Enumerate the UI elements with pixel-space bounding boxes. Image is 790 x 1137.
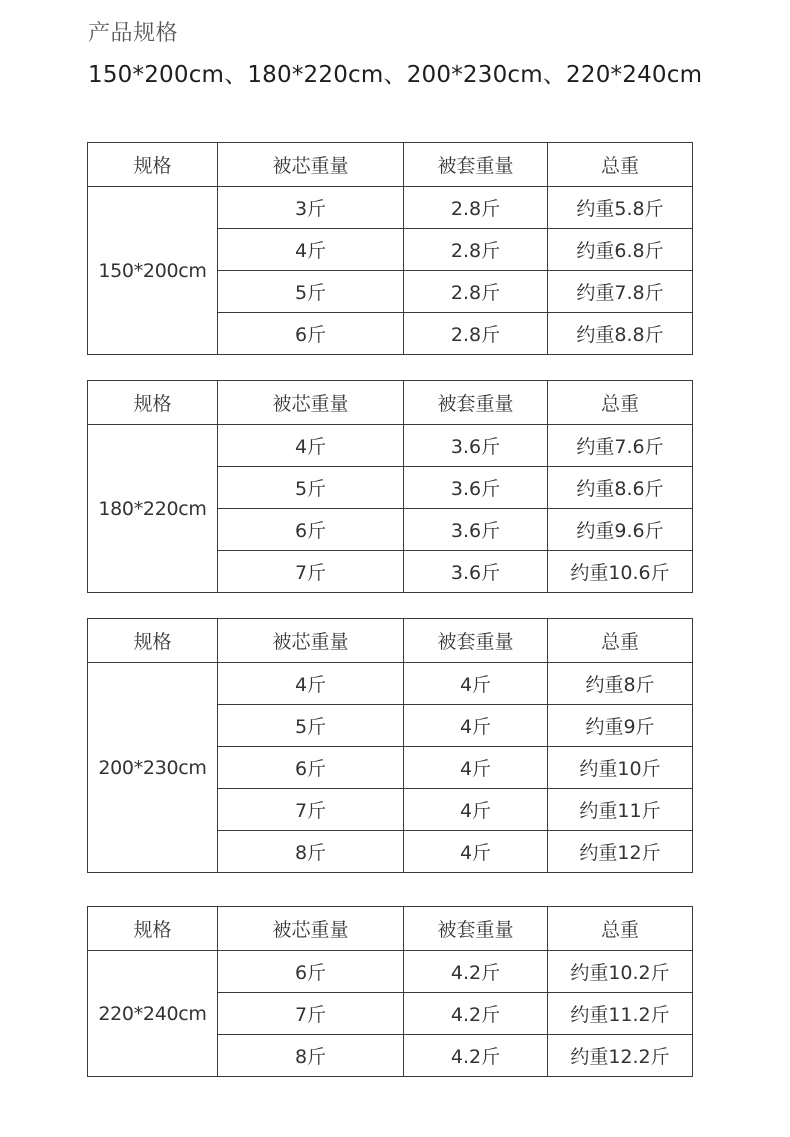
- header-cover-weight: 被套重量: [404, 619, 548, 663]
- spec-size-cell: 180*220cm: [88, 425, 218, 593]
- table-header-row: [88, 381, 693, 425]
- total-weight-cell: 约重5.8斤: [548, 187, 693, 229]
- header-spec: 规格: [88, 907, 218, 951]
- header-core-weight: 被芯重量: [218, 907, 404, 951]
- table-header-row: [88, 619, 693, 663]
- table-row: [88, 425, 693, 467]
- spec-size-cell: 200*230cm: [88, 663, 218, 873]
- table-row: [88, 187, 693, 229]
- spec-size-cell: 220*240cm: [88, 951, 218, 1077]
- cover-weight-cell: 4.2斤: [404, 1035, 548, 1077]
- core-weight-cell: 5斤: [218, 271, 404, 313]
- spec-table-180x220: [87, 380, 693, 593]
- core-weight-cell: 8斤: [218, 1035, 404, 1077]
- core-weight-cell: 6斤: [218, 747, 404, 789]
- total-weight-cell: 约重10斤: [548, 747, 693, 789]
- header-core-weight: 被芯重量: [218, 619, 404, 663]
- core-weight-cell: 5斤: [218, 467, 404, 509]
- total-weight-cell: 约重12.2斤: [548, 1035, 693, 1077]
- cover-weight-cell: 2.8斤: [404, 229, 548, 271]
- total-weight-cell: 约重8.6斤: [548, 467, 693, 509]
- total-weight-cell: 约重11.2斤: [548, 993, 693, 1035]
- total-weight-cell: 约重8斤: [548, 663, 693, 705]
- cover-weight-cell: 3.6斤: [404, 551, 548, 593]
- total-weight-cell: 约重11斤: [548, 789, 693, 831]
- cover-weight-cell: 4.2斤: [404, 951, 548, 993]
- header-total: 总重: [548, 619, 693, 663]
- header-core-weight: 被芯重量: [218, 143, 404, 187]
- total-weight-cell: 约重7.8斤: [548, 271, 693, 313]
- header-total: 总重: [548, 143, 693, 187]
- cover-weight-cell: 4斤: [404, 663, 548, 705]
- total-weight-cell: 约重7.6斤: [548, 425, 693, 467]
- total-weight-cell: 约重9.6斤: [548, 509, 693, 551]
- table-header-row: [88, 907, 693, 951]
- total-weight-cell: 约重8.8斤: [548, 313, 693, 355]
- section-title: 产品规格: [88, 21, 179, 46]
- header-cover-weight: 被套重量: [404, 143, 548, 187]
- cover-weight-cell: 4斤: [404, 831, 548, 873]
- core-weight-cell: 4斤: [218, 229, 404, 271]
- header-total: 总重: [548, 907, 693, 951]
- cover-weight-cell: 2.8斤: [404, 187, 548, 229]
- core-weight-cell: 7斤: [218, 551, 404, 593]
- core-weight-cell: 8斤: [218, 831, 404, 873]
- size-list: 150*200cm、180*220cm、200*230cm、220*240cm: [88, 62, 703, 88]
- core-weight-cell: 7斤: [218, 789, 404, 831]
- cover-weight-cell: 4斤: [404, 747, 548, 789]
- core-weight-cell: 7斤: [218, 993, 404, 1035]
- cover-weight-cell: 2.8斤: [404, 313, 548, 355]
- header-spec: 规格: [88, 619, 218, 663]
- header-total: 总重: [548, 381, 693, 425]
- header-cover-weight: 被套重量: [404, 907, 548, 951]
- core-weight-cell: 6斤: [218, 509, 404, 551]
- total-weight-cell: 约重6.8斤: [548, 229, 693, 271]
- header-spec: 规格: [88, 381, 218, 425]
- total-weight-cell: 约重10.6斤: [548, 551, 693, 593]
- total-weight-cell: 约重10.2斤: [548, 951, 693, 993]
- core-weight-cell: 5斤: [218, 705, 404, 747]
- core-weight-cell: 3斤: [218, 187, 404, 229]
- cover-weight-cell: 3.6斤: [404, 467, 548, 509]
- header-spec: 规格: [88, 143, 218, 187]
- cover-weight-cell: 4.2斤: [404, 993, 548, 1035]
- spec-size-cell: 150*200cm: [88, 187, 218, 355]
- core-weight-cell: 6斤: [218, 313, 404, 355]
- header-core-weight: 被芯重量: [218, 381, 404, 425]
- total-weight-cell: 约重12斤: [548, 831, 693, 873]
- core-weight-cell: 4斤: [218, 663, 404, 705]
- cover-weight-cell: 4斤: [404, 789, 548, 831]
- core-weight-cell: 4斤: [218, 425, 404, 467]
- spec-table-220x240: [87, 906, 693, 1077]
- table-row: [88, 663, 693, 705]
- spec-table-200x230: [87, 618, 693, 873]
- table-header-row: [88, 143, 693, 187]
- spec-table-150x200: [87, 142, 693, 355]
- core-weight-cell: 6斤: [218, 951, 404, 993]
- header-cover-weight: 被套重量: [404, 381, 548, 425]
- table-row: [88, 951, 693, 993]
- cover-weight-cell: 2.8斤: [404, 271, 548, 313]
- cover-weight-cell: 3.6斤: [404, 509, 548, 551]
- total-weight-cell: 约重9斤: [548, 705, 693, 747]
- cover-weight-cell: 4斤: [404, 705, 548, 747]
- cover-weight-cell: 3.6斤: [404, 425, 548, 467]
